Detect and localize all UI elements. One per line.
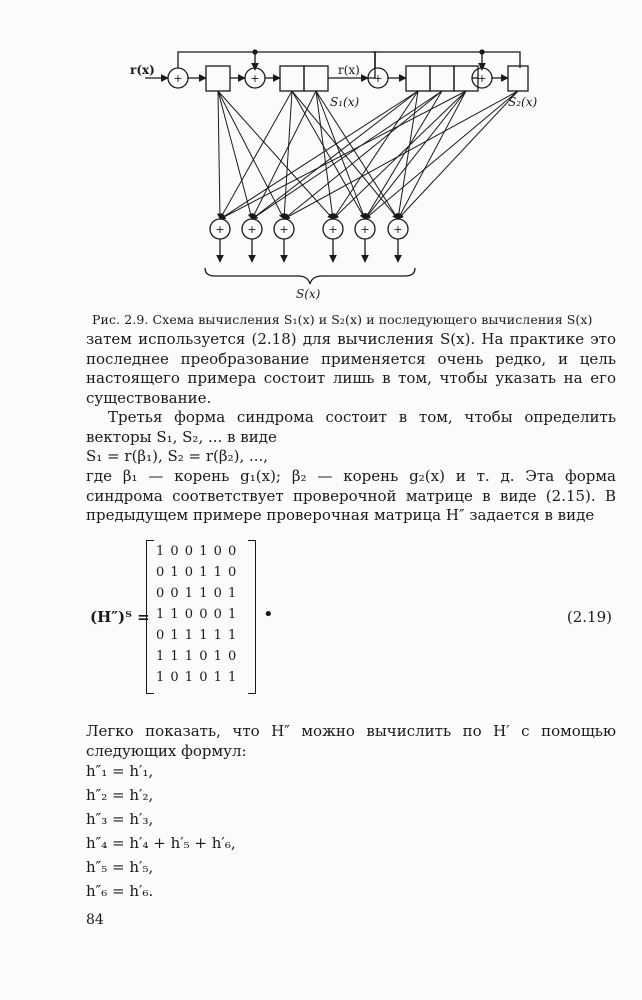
register-cell-r4 xyxy=(508,66,528,91)
plus-sign: + xyxy=(373,72,383,85)
matrix-trailing-dot: • xyxy=(263,604,274,625)
fanout-line xyxy=(365,91,442,219)
paragraph-2: Третья форма синдрома состоит в том, чтобы определить векторы S₁, S₂, ... в виде xyxy=(86,408,616,446)
matrix-bracket-left xyxy=(146,540,154,694)
formula-line: h″₅ = h′₅, xyxy=(86,858,154,876)
plus-sign: + xyxy=(477,72,487,85)
register-cell-r1 xyxy=(406,66,430,91)
fanout-line xyxy=(333,91,418,219)
paragraph-1: затем используется (2.18) для вычисления S(x). На практике это последнее преобразование применяется очень редко, и цель настоящего примера состоит лишь в том, чтобы указать на его существование. xyxy=(86,330,616,407)
register-cell-l1 xyxy=(206,66,230,91)
fanout-line xyxy=(218,91,220,219)
fanout-line xyxy=(284,91,292,219)
formula-line: h″₃ = h′₃, xyxy=(86,810,154,828)
fanout-line xyxy=(316,91,365,219)
plus-sign: + xyxy=(328,223,338,236)
matrix-row: 0 1 1 1 1 1 xyxy=(156,628,238,643)
input-label-left: r(x) xyxy=(130,63,155,77)
fanout-line xyxy=(218,91,284,219)
fanout-line xyxy=(333,91,466,219)
fanout-line xyxy=(252,91,442,219)
formula-line: h″₆ = h′₆. xyxy=(86,882,154,900)
matrix-equation xyxy=(90,540,620,700)
fanout-line xyxy=(252,91,316,219)
fanout-line xyxy=(220,91,466,219)
matrix-row: 0 1 0 1 1 0 xyxy=(156,565,238,580)
matrix-row: 0 0 1 1 0 1 xyxy=(156,586,238,601)
s1-label: S₁(x) xyxy=(330,95,360,109)
output-brace xyxy=(205,268,415,284)
output-label: S(x) xyxy=(296,287,321,301)
plus-sign: + xyxy=(215,223,225,236)
paragraph-4: Легко показать, что H″ можно вычислить по H′ с помощью следующих формул: xyxy=(86,722,616,760)
plus-sign: + xyxy=(279,223,289,236)
matrix-row: 1 0 0 1 0 0 xyxy=(156,544,238,559)
register-cell-l3 xyxy=(304,66,328,91)
plus-sign: + xyxy=(173,72,183,85)
paragraph-3: где β₁ — корень g₁(x); β₂ — корень g₂(x) и т. д. Эта форма синдрома соответствует проверочной матрице в виде (2.15). В предыдущем примере проверочная матрица H″ задается в виде xyxy=(86,467,616,524)
s2-label: S₂(x) xyxy=(508,95,538,109)
register-cell-r2 xyxy=(430,66,454,91)
matrix-bracket-right xyxy=(248,540,256,694)
plus-sign: + xyxy=(393,223,403,236)
plus-sign: + xyxy=(250,72,260,85)
page-number: 84 xyxy=(86,912,104,928)
vector-definition: S₁ = r(β₁), S₂ = r(β₂), ..., xyxy=(86,447,269,465)
fanout-line xyxy=(252,91,418,219)
formula-line: h″₂ = h′₂, xyxy=(86,786,154,804)
matrix-row: 1 1 0 0 0 1 xyxy=(156,607,238,622)
plus-sign: + xyxy=(247,223,257,236)
register-cell-l2 xyxy=(280,66,304,91)
plus-sign: + xyxy=(360,223,370,236)
formula-line: h″₄ = h′₄ + h′₅ + h′₆, xyxy=(86,834,236,852)
circuit-diagram xyxy=(130,30,538,301)
equation-number: (2.19) xyxy=(566,608,612,626)
input-label-right: r(x) xyxy=(338,63,360,77)
formula-line: h″₁ = h′₁, xyxy=(86,762,154,780)
matrix-label: (H″)ᵀ = xyxy=(90,608,150,626)
matrix-row: 1 1 1 0 1 0 xyxy=(156,649,238,664)
matrix-row: 1 0 1 0 1 1 xyxy=(156,670,238,685)
figure-caption: Рис. 2.9. Схема вычисления S₁(x) и S₂(x) и последующего вычисления S(x) xyxy=(92,312,593,327)
